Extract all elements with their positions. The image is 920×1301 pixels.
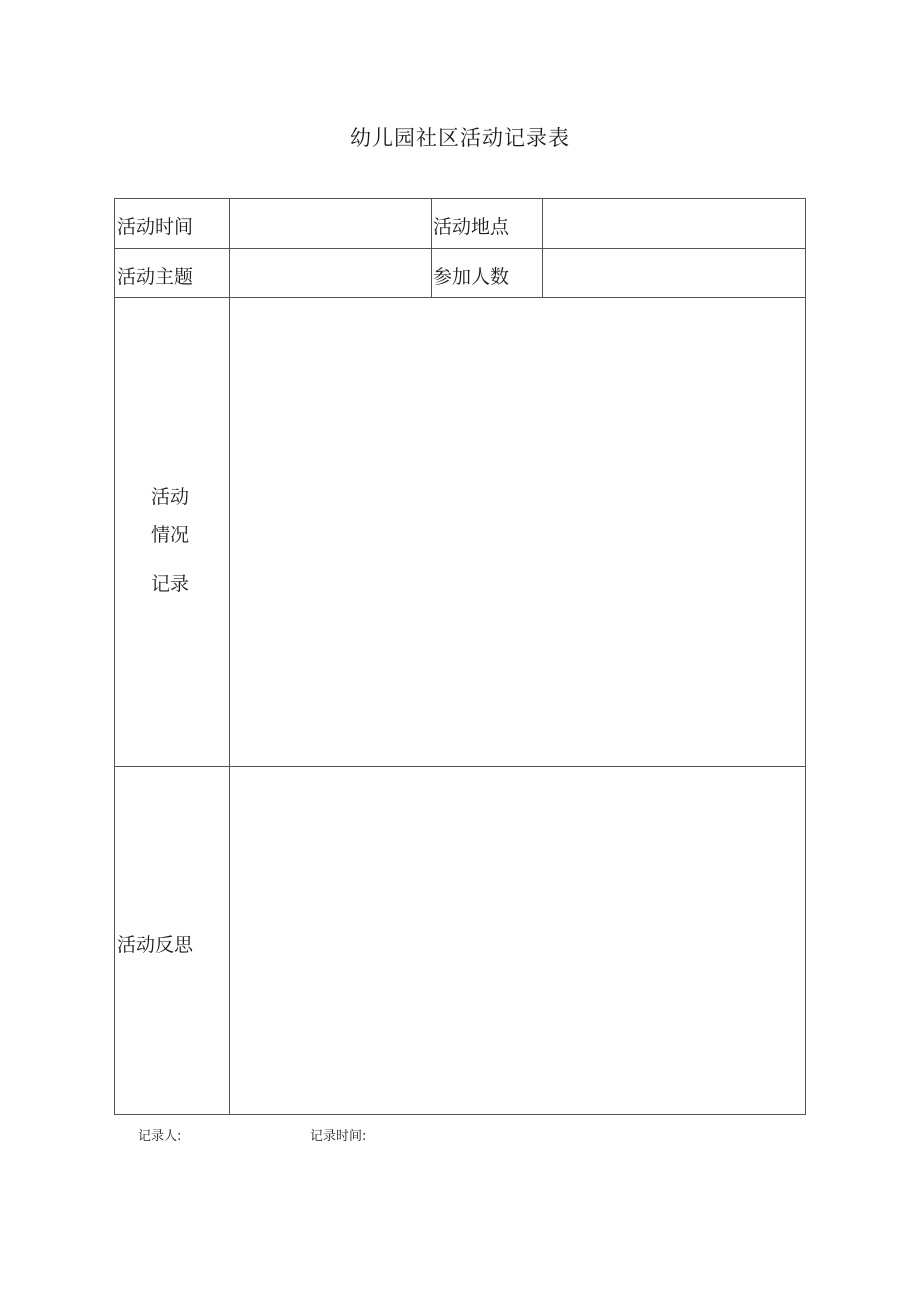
activity-reflection-label: 活动反思 (117, 934, 194, 956)
activity-time-label: 活动时间 (117, 216, 194, 238)
activity-record-table (114, 198, 806, 1115)
activity-location-field[interactable] (548, 212, 798, 236)
activity-record-field[interactable] (235, 303, 795, 758)
row-divider (115, 766, 805, 767)
activity-theme-label: 活动主题 (117, 266, 194, 288)
activity-record-label-line1: 活动 (151, 486, 190, 508)
activity-record-label-line2: 情况 (151, 524, 190, 546)
record-time-label: 记录时间: (310, 1129, 367, 1144)
activity-time-field[interactable] (235, 212, 425, 236)
activity-location-label: 活动地点 (433, 216, 510, 238)
column-divider (431, 199, 432, 297)
column-divider (229, 199, 230, 1114)
participant-count-label: 参加人数 (433, 266, 510, 288)
form-title: 幼儿园社区活动记录表 (350, 126, 570, 150)
activity-record-label-line3: 记录 (151, 573, 190, 595)
participant-count-field[interactable] (548, 262, 798, 286)
recorder-label: 记录人: (138, 1129, 182, 1144)
row-divider (115, 297, 805, 298)
activity-reflection-field[interactable] (235, 773, 795, 1108)
activity-theme-field[interactable] (235, 262, 425, 286)
row-divider (115, 248, 805, 249)
column-divider (542, 199, 543, 297)
